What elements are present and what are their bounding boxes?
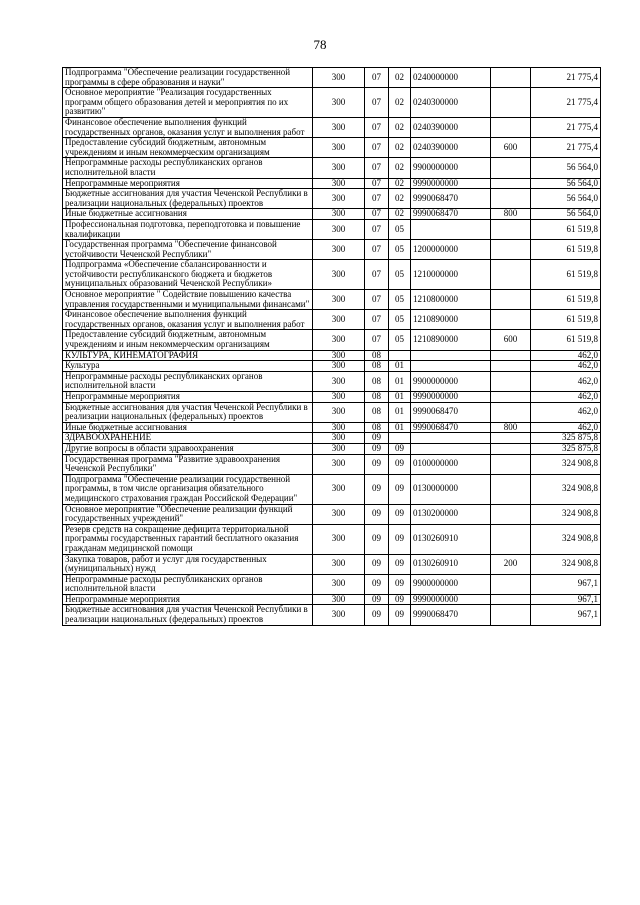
expense-name-cell: Бюджетные ассигнования для участия Чеченской Республики в реализации национальных (федеральных) проектов — [63, 402, 313, 422]
subsection-cell: 05 — [389, 330, 411, 350]
subsection-cell: 05 — [389, 310, 411, 330]
target-article-cell — [411, 361, 491, 372]
section-cell: 07 — [365, 240, 389, 260]
target-article-cell: 0130200000 — [411, 504, 491, 524]
ministry-code-cell: 300 — [313, 189, 365, 209]
expense-type-cell — [491, 68, 531, 88]
table-row — [63, 68, 601, 88]
subsection-cell: 09 — [389, 443, 411, 454]
ministry-code-cell: 300 — [313, 574, 365, 594]
table-row — [63, 504, 601, 524]
table-row — [63, 158, 601, 178]
sum-cell: 56 564,0 — [531, 209, 601, 220]
expense-name-cell: Предоставление субсидий бюджетным, автономным учреждениям и иным некоммерческим организациям — [63, 138, 313, 158]
ministry-code-cell: 300 — [313, 594, 365, 605]
section-cell: 09 — [365, 574, 389, 594]
expense-name-cell: Иные бюджетные ассигнования — [63, 209, 313, 220]
target-article-cell: 9990068470 — [411, 189, 491, 209]
ministry-code-cell: 300 — [313, 454, 365, 474]
section-cell: 07 — [365, 219, 389, 239]
subsection-cell: 01 — [389, 361, 411, 372]
expense-name-cell: Основное мероприятие " Содействие повышению качества управления государственными и муниципальными финансами" — [63, 290, 313, 310]
expense-name-cell: Бюджетные ассигнования для участия Чеченской Республики в реализации национальных (федеральных) проектов — [63, 605, 313, 625]
table-row — [63, 350, 601, 361]
sum-cell: 462,0 — [531, 361, 601, 372]
sum-cell: 324 908,8 — [531, 474, 601, 504]
expense-type-cell — [491, 189, 531, 209]
table-row — [63, 361, 601, 372]
table-row — [63, 554, 601, 574]
ministry-code-cell: 300 — [313, 371, 365, 391]
expense-type-cell — [491, 310, 531, 330]
section-cell: 07 — [365, 209, 389, 220]
expense-name-cell: Непрограммные мероприятия — [63, 594, 313, 605]
sum-cell: 325 875,8 — [531, 443, 601, 454]
ministry-code-cell: 300 — [313, 361, 365, 372]
ministry-code-cell: 300 — [313, 240, 365, 260]
expense-type-cell — [491, 474, 531, 504]
expense-type-cell — [491, 371, 531, 391]
subsection-cell: 05 — [389, 240, 411, 260]
sum-cell: 324 908,8 — [531, 454, 601, 474]
expense-name-cell: Финансовое обеспечение выполнения функций государственных органов, оказания услуг и выполнения работ — [63, 117, 313, 137]
target-article-cell: 0240390000 — [411, 117, 491, 137]
sum-cell: 462,0 — [531, 371, 601, 391]
section-cell: 09 — [365, 594, 389, 605]
expense-name-cell: Государственная программа "Обеспечение финансовой устойчивости Чеченской Республики" — [63, 240, 313, 260]
section-cell: 07 — [365, 68, 389, 88]
ministry-code-cell: 300 — [313, 422, 365, 433]
expense-name-cell: Культура — [63, 361, 313, 372]
table-row — [63, 392, 601, 403]
subsection-cell: 09 — [389, 574, 411, 594]
expense-name-cell: Финансовое обеспечение выполнения функций государственных органов, оказания услуг и выполнения работ — [63, 310, 313, 330]
expense-type-cell: 800 — [491, 209, 531, 220]
section-cell: 09 — [365, 443, 389, 454]
target-article-cell — [411, 350, 491, 361]
section-cell: 07 — [365, 117, 389, 137]
sum-cell: 61 519,8 — [531, 310, 601, 330]
target-article-cell: 1210800000 — [411, 290, 491, 310]
target-article-cell: 9990068470 — [411, 209, 491, 220]
table-row — [63, 138, 601, 158]
subsection-cell — [389, 350, 411, 361]
expense-name-cell: Подпрограмма "Обеспечение реализации государственной программы в сфере образования и науки" — [63, 68, 313, 88]
expense-type-cell — [491, 240, 531, 260]
table-row — [63, 474, 601, 504]
expense-type-cell: 600 — [491, 330, 531, 350]
expense-name-cell: Предоставление субсидий бюджетным, автономным учреждениям и иным некоммерческим организациям — [63, 330, 313, 350]
target-article-cell: 9990000000 — [411, 392, 491, 403]
subsection-cell: 02 — [389, 117, 411, 137]
page-number: 78 — [313, 37, 327, 52]
section-cell: 09 — [365, 433, 389, 444]
table-row — [63, 454, 601, 474]
target-article-cell: 9990068470 — [411, 605, 491, 625]
table-row — [63, 594, 601, 605]
ministry-code-cell: 300 — [313, 433, 365, 444]
target-article-cell: 0130260910 — [411, 554, 491, 574]
section-cell: 07 — [365, 310, 389, 330]
section-cell: 07 — [365, 290, 389, 310]
section-cell: 08 — [365, 350, 389, 361]
target-article-cell — [411, 433, 491, 444]
sum-cell: 462,0 — [531, 422, 601, 433]
expense-type-cell — [491, 433, 531, 444]
section-cell: 08 — [365, 422, 389, 433]
section-cell: 08 — [365, 392, 389, 403]
table-row — [63, 189, 601, 209]
subsection-cell: 05 — [389, 219, 411, 239]
expense-name-cell: КУЛЬТУРА, КИНЕМАТОГРАФИЯ — [63, 350, 313, 361]
table-row — [63, 240, 601, 260]
sum-cell: 967,1 — [531, 605, 601, 625]
subsection-cell: 01 — [389, 392, 411, 403]
sum-cell: 967,1 — [531, 594, 601, 605]
table-row — [63, 574, 601, 594]
target-article-cell: 9990000000 — [411, 594, 491, 605]
target-article-cell: 9900000000 — [411, 371, 491, 391]
target-article-cell: 1210000000 — [411, 260, 491, 290]
target-article-cell: 1200000000 — [411, 240, 491, 260]
sum-cell: 56 564,0 — [531, 189, 601, 209]
ministry-code-cell: 300 — [313, 260, 365, 290]
expense-name-cell: ЗДРАВООХРАНЕНИЕ — [63, 433, 313, 444]
subsection-cell: 02 — [389, 158, 411, 178]
ministry-code-cell: 300 — [313, 554, 365, 574]
expense-name-cell: Другие вопросы в области здравоохранения — [63, 443, 313, 454]
expense-type-cell — [491, 605, 531, 625]
sum-cell: 61 519,8 — [531, 240, 601, 260]
ministry-code-cell: 300 — [313, 402, 365, 422]
section-cell: 07 — [365, 330, 389, 350]
table-row — [63, 433, 601, 444]
subsection-cell: 09 — [389, 504, 411, 524]
section-cell: 07 — [365, 178, 389, 189]
section-cell: 07 — [365, 88, 389, 118]
section-cell: 09 — [365, 504, 389, 524]
sum-cell: 61 519,8 — [531, 330, 601, 350]
section-cell: 09 — [365, 524, 389, 554]
table-row — [63, 117, 601, 137]
subsection-cell: 02 — [389, 209, 411, 220]
sum-cell: 324 908,8 — [531, 554, 601, 574]
target-article-cell — [411, 219, 491, 239]
expense-name-cell: Резерв средств на сокращение дефицита территориальной программы государственных гарантий бесплатного оказания гражданам медицинской помощи — [63, 524, 313, 554]
target-article-cell — [411, 443, 491, 454]
target-article-cell: 0240300000 — [411, 88, 491, 118]
target-article-cell: 0130000000 — [411, 474, 491, 504]
ministry-code-cell: 300 — [313, 443, 365, 454]
table-row — [63, 219, 601, 239]
sum-cell: 324 908,8 — [531, 504, 601, 524]
section-cell: 07 — [365, 138, 389, 158]
subsection-cell: 09 — [389, 554, 411, 574]
sum-cell: 61 519,8 — [531, 290, 601, 310]
section-cell: 07 — [365, 260, 389, 290]
target-article-cell: 9990068470 — [411, 422, 491, 433]
expense-name-cell: Непрограммные расходы республиканских органов исполнительной власти — [63, 371, 313, 391]
table-row — [63, 209, 601, 220]
sum-cell: 56 564,0 — [531, 158, 601, 178]
expense-type-cell — [491, 454, 531, 474]
ministry-code-cell: 300 — [313, 330, 365, 350]
ministry-code-cell: 300 — [313, 524, 365, 554]
subsection-cell: 09 — [389, 524, 411, 554]
sum-cell: 21 775,4 — [531, 117, 601, 137]
subsection-cell — [389, 433, 411, 444]
expense-name-cell: Иные бюджетные ассигнования — [63, 422, 313, 433]
table-row — [63, 371, 601, 391]
sum-cell: 462,0 — [531, 350, 601, 361]
subsection-cell: 05 — [389, 290, 411, 310]
section-cell: 09 — [365, 474, 389, 504]
table-row — [63, 310, 601, 330]
subsection-cell: 01 — [389, 422, 411, 433]
sum-cell: 61 519,8 — [531, 260, 601, 290]
sum-cell: 21 775,4 — [531, 138, 601, 158]
section-cell: 09 — [365, 605, 389, 625]
target-article-cell: 0100000000 — [411, 454, 491, 474]
sum-cell: 325 875,8 — [531, 433, 601, 444]
expense-type-cell — [491, 361, 531, 372]
ministry-code-cell: 300 — [313, 68, 365, 88]
expense-type-cell — [491, 88, 531, 118]
expense-name-cell: Непрограммные мероприятия — [63, 392, 313, 403]
target-article-cell: 9900000000 — [411, 574, 491, 594]
expense-type-cell — [491, 158, 531, 178]
expense-name-cell: Основное мероприятие "Реализация государственных программ общего образования детей и мероприятия по их развитию" — [63, 88, 313, 118]
subsection-cell: 02 — [389, 189, 411, 209]
expense-type-cell: 800 — [491, 422, 531, 433]
subsection-cell: 02 — [389, 178, 411, 189]
subsection-cell: 09 — [389, 474, 411, 504]
expense-type-cell — [491, 524, 531, 554]
ministry-code-cell: 300 — [313, 504, 365, 524]
subsection-cell: 01 — [389, 402, 411, 422]
ministry-code-cell: 300 — [313, 290, 365, 310]
sum-cell: 462,0 — [531, 392, 601, 403]
subsection-cell: 01 — [389, 371, 411, 391]
subsection-cell: 09 — [389, 454, 411, 474]
expense-name-cell: Основное мероприятие "Обеспечение реализации функций государственных учреждений" — [63, 504, 313, 524]
sum-cell: 21 775,4 — [531, 88, 601, 118]
table-row — [63, 260, 601, 290]
expense-name-cell: Подпрограмма "Обеспечение реализации государственной программы, в том числе организация обязательного медицинского страхования граждан Российской Федерации" — [63, 474, 313, 504]
sum-cell: 56 564,0 — [531, 178, 601, 189]
expense-type-cell — [491, 117, 531, 137]
ministry-code-cell: 300 — [313, 158, 365, 178]
target-article-cell: 9990000000 — [411, 178, 491, 189]
expense-type-cell — [491, 290, 531, 310]
budget-table — [62, 67, 601, 626]
target-article-cell: 0240000000 — [411, 68, 491, 88]
expense-name-cell: Закупка товаров, работ и услуг для государственных (муниципальных) нужд — [63, 554, 313, 574]
subsection-cell: 02 — [389, 88, 411, 118]
target-article-cell: 1210890000 — [411, 330, 491, 350]
expense-type-cell — [491, 594, 531, 605]
expense-type-cell — [491, 402, 531, 422]
table-row — [63, 290, 601, 310]
expense-name-cell: Подпрограмма «Обеспечение сбалансированности и устойчивости республиканского бюджета и бюджетов муниципальных образований Чеченской Республики» — [63, 260, 313, 290]
section-cell: 09 — [365, 554, 389, 574]
expense-type-cell: 200 — [491, 554, 531, 574]
expense-type-cell: 600 — [491, 138, 531, 158]
expense-type-cell — [491, 178, 531, 189]
table-body — [63, 68, 601, 626]
section-cell: 07 — [365, 158, 389, 178]
expense-type-cell — [491, 504, 531, 524]
table-row — [63, 605, 601, 625]
expense-type-cell — [491, 219, 531, 239]
subsection-cell: 02 — [389, 68, 411, 88]
target-article-cell: 0240390000 — [411, 138, 491, 158]
expense-type-cell — [491, 574, 531, 594]
table-row — [63, 524, 601, 554]
table-row — [63, 88, 601, 118]
table-row — [63, 422, 601, 433]
sum-cell: 61 519,8 — [531, 219, 601, 239]
expense-type-cell — [491, 350, 531, 361]
table-row — [63, 402, 601, 422]
section-cell: 08 — [365, 402, 389, 422]
expense-name-cell: Непрограммные мероприятия — [63, 178, 313, 189]
section-cell: 08 — [365, 371, 389, 391]
expense-name-cell: Бюджетные ассигнования для участия Чеченской Республики в реализации национальных (федеральных) проектов — [63, 189, 313, 209]
ministry-code-cell: 300 — [313, 178, 365, 189]
ministry-code-cell: 300 — [313, 117, 365, 137]
sum-cell: 324 908,8 — [531, 524, 601, 554]
target-article-cell: 9900000000 — [411, 158, 491, 178]
table-row — [63, 330, 601, 350]
expense-type-cell — [491, 260, 531, 290]
expense-type-cell — [491, 392, 531, 403]
section-cell: 07 — [365, 189, 389, 209]
table-row — [63, 178, 601, 189]
subsection-cell: 02 — [389, 138, 411, 158]
subsection-cell: 05 — [389, 260, 411, 290]
ministry-code-cell: 300 — [313, 209, 365, 220]
expense-name-cell: Непрограммные расходы республиканских органов исполнительной власти — [63, 574, 313, 594]
expense-name-cell: Профессиональная подготовка, переподготовка и повышение квалификации — [63, 219, 313, 239]
subsection-cell: 09 — [389, 594, 411, 605]
expense-type-cell — [491, 443, 531, 454]
ministry-code-cell: 300 — [313, 392, 365, 403]
ministry-code-cell: 300 — [313, 350, 365, 361]
ministry-code-cell: 300 — [313, 219, 365, 239]
sum-cell: 21 775,4 — [531, 68, 601, 88]
ministry-code-cell: 300 — [313, 474, 365, 504]
ministry-code-cell: 300 — [313, 310, 365, 330]
target-article-cell: 1210890000 — [411, 310, 491, 330]
ministry-code-cell: 300 — [313, 605, 365, 625]
section-cell: 08 — [365, 361, 389, 372]
sum-cell: 967,1 — [531, 574, 601, 594]
target-article-cell: 9990068470 — [411, 402, 491, 422]
expense-name-cell: Государственная программа "Развитие здравоохранения Чеченской Республики" — [63, 454, 313, 474]
sum-cell: 462,0 — [531, 402, 601, 422]
table-row — [63, 443, 601, 454]
target-article-cell: 0130260910 — [411, 524, 491, 554]
section-cell: 09 — [365, 454, 389, 474]
ministry-code-cell: 300 — [313, 138, 365, 158]
expense-name-cell: Непрограммные расходы республиканских органов исполнительной власти — [63, 158, 313, 178]
subsection-cell: 09 — [389, 605, 411, 625]
ministry-code-cell: 300 — [313, 88, 365, 118]
